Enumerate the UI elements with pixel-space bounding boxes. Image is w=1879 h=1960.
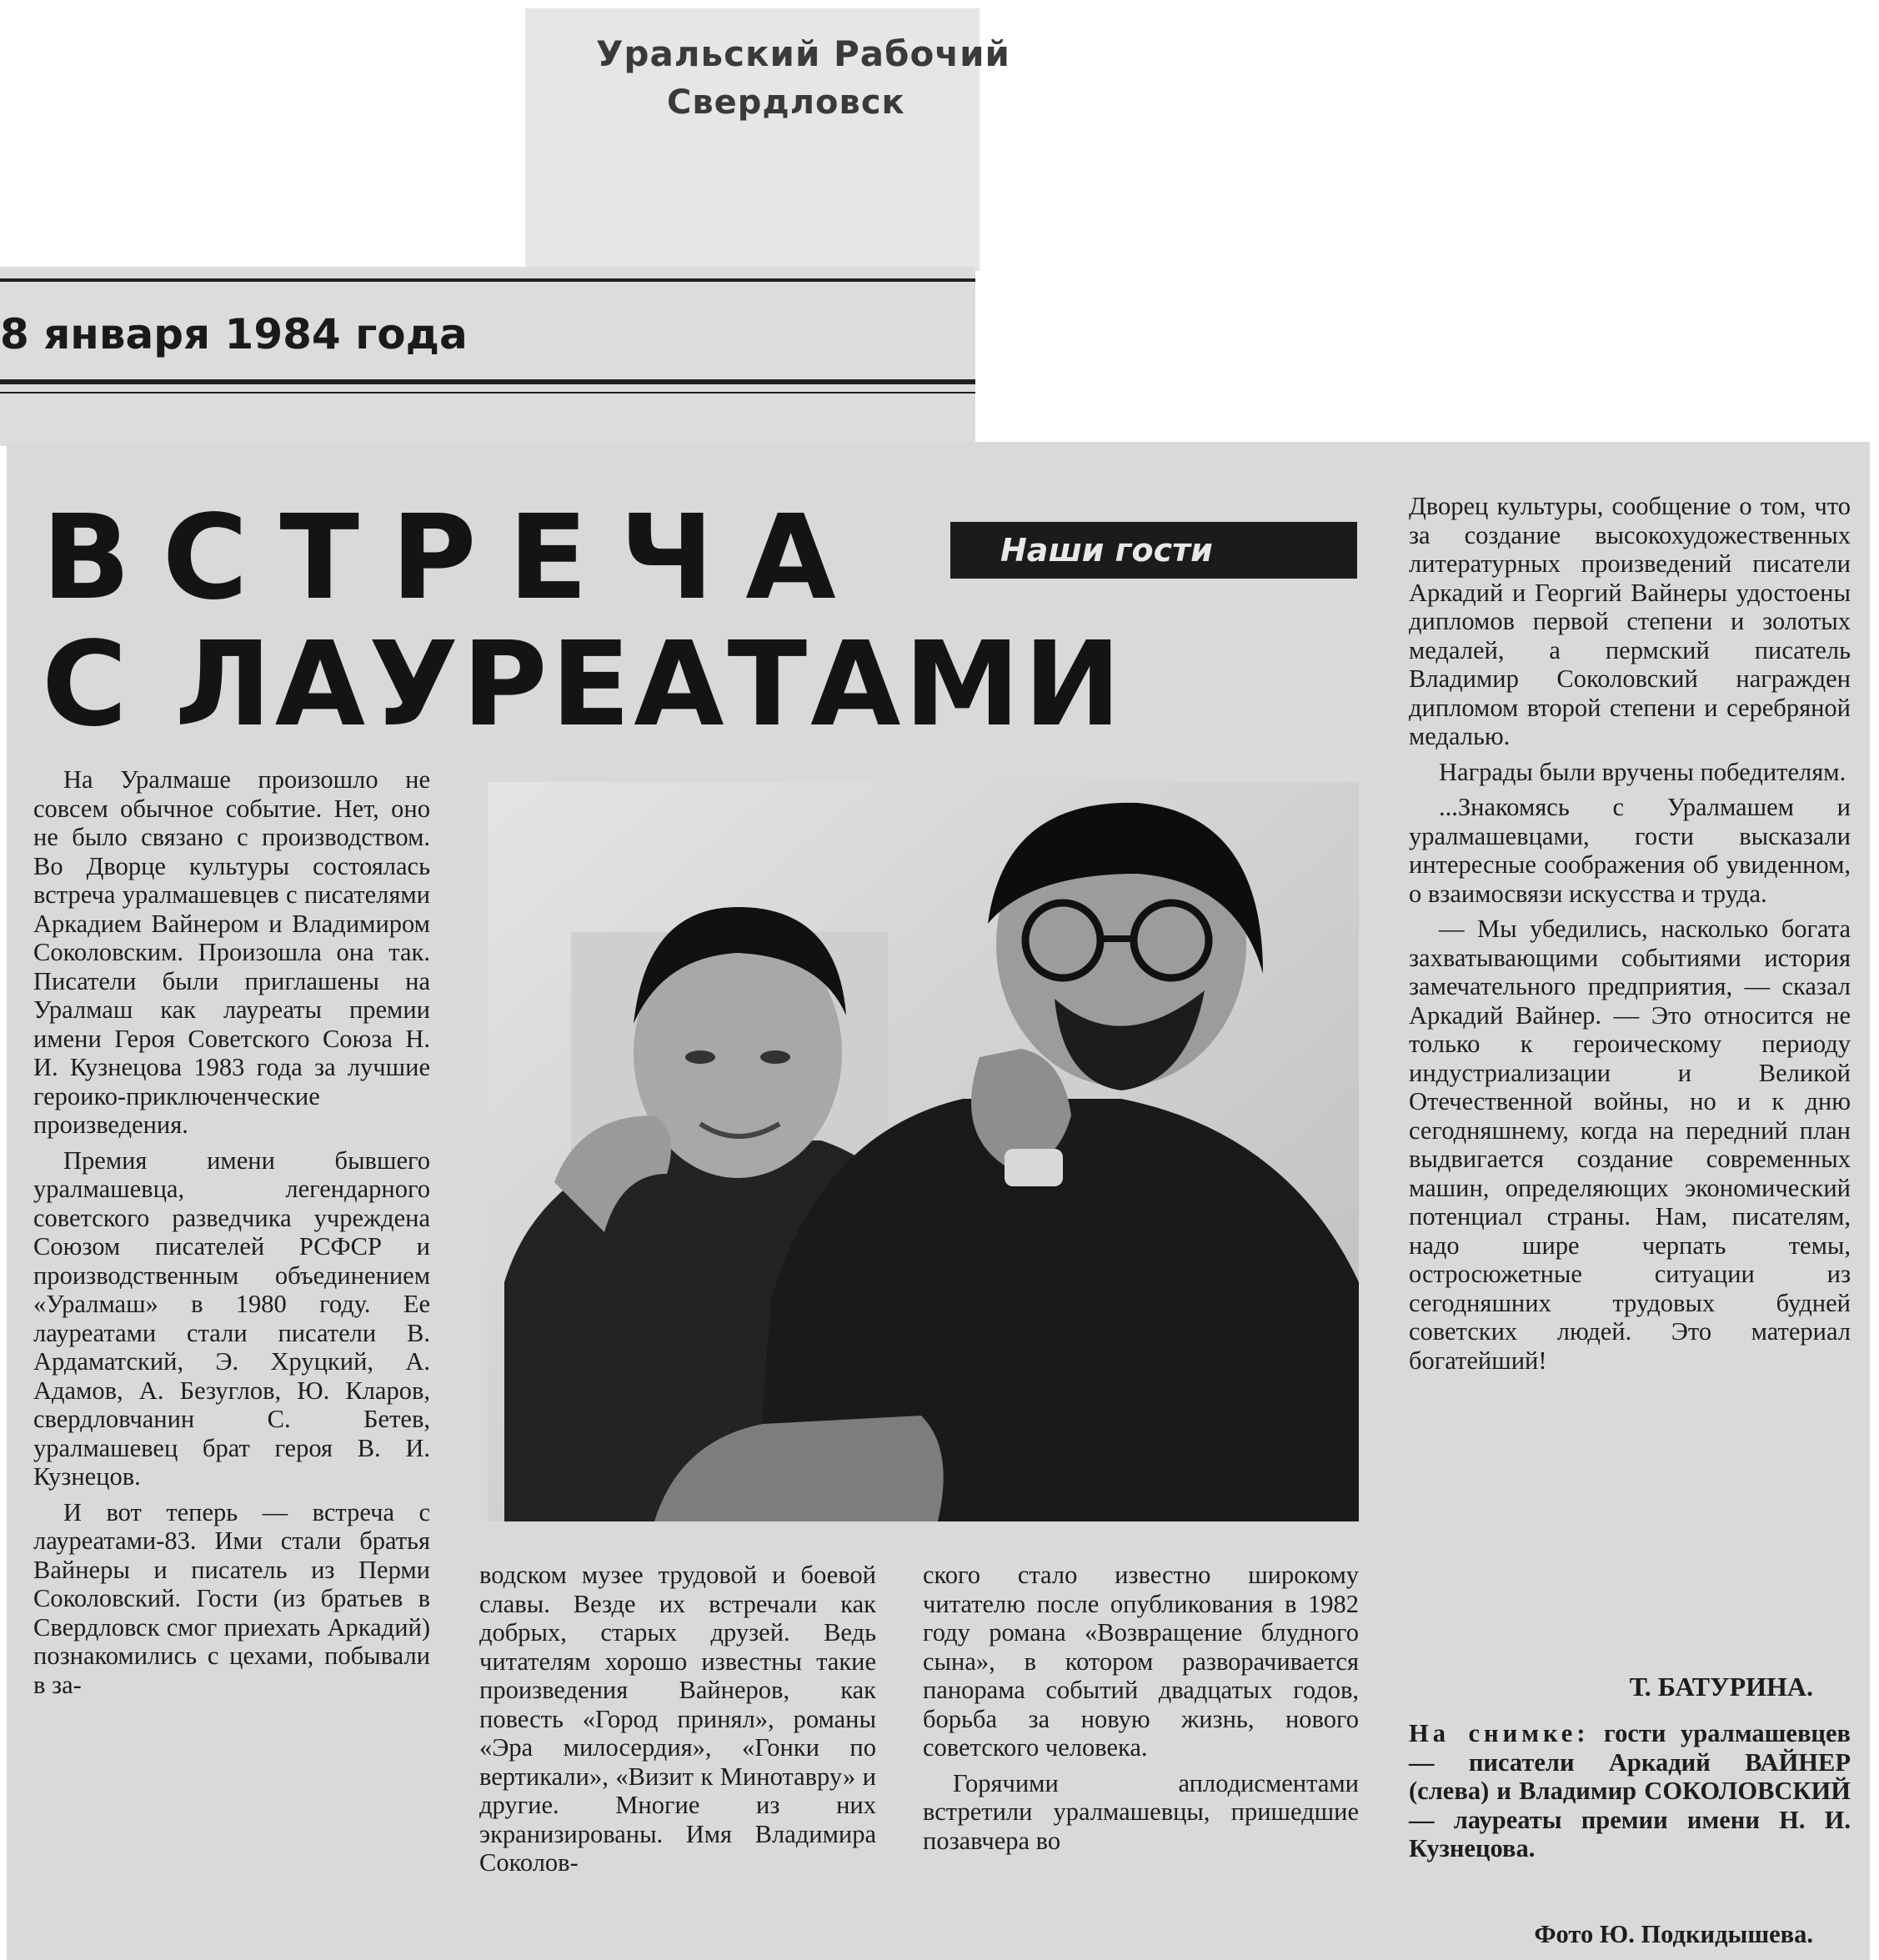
paragraph: И вот теперь — встреча с лауреатами-83. Ими стали братья Вайнеры и писатель из Перми Соколовский. Гости (из братьев в Свердловск смог приехать Аркадий) познакомились с цехами, побывали в за-	[33, 1497, 430, 1699]
article-column-right	[1409, 492, 1851, 1701]
author-signature: Т. БАТУРИНА.	[1629, 1672, 1813, 1702]
caption-label: На снимке:	[1409, 1719, 1590, 1747]
paragraph: Дворец культуры, сообщение о том, что за создание высокохудожественных литературных произведений писатели Аркадий и Георгий Вайнеры удостоены дипломов первой степени и золотых медалей, а пермский писатель Владимир Соколовский награжден дипломом второй степени и серебряной медалью.	[1409, 492, 1851, 750]
photo-credit: Фото Ю. Подкидышева.	[1534, 1920, 1813, 1948]
paragraph: Горячими аплодисментами встретили уралмашевцы, пришедшие позавчера во	[923, 1768, 1359, 1855]
photo-two-writers	[488, 782, 1359, 1521]
paragraph: водском музее трудовой и боевой славы. Везде их встречали как добрых, старых друзей. Ведь читателям хорошо известны такие произведения Вайнеров, как повесть «Город принял», романы «Эра милосердия», «Гонки по вертикали», «Визит к Минотавру» и другие. Многие из них экранизированы. Имя Владимира Соколов-	[479, 1561, 876, 1877]
rubric-label: Наши гости	[950, 522, 1357, 579]
article-column-left	[33, 765, 430, 1957]
newspaper-stamp-city: Свердловск	[667, 83, 905, 122]
paragraph: Награды были вручены победителям.	[1439, 757, 1846, 786]
date-rule-thin	[0, 392, 975, 394]
photo-caption	[1409, 1719, 1851, 1863]
paragraph: — Мы убедились, насколько богата захватывающими событиями история замечательного предприятия, — сказал Аркадий Вайнер. — Это относится не только к героическому периоду индустриализации и Великой Отечественной войны, но и к дню сегодняшнему, когда на передний план выдвигается создание современных машин, определяющих экономический потенциал страны. Нам, писателям, надо шире черпать темы, остросюжетные ситуации из сегодняшних трудовых будней советских людей. Это материал богатейший!	[1409, 915, 1851, 1375]
newspaper-stamp-title: Уральский Рабочий	[596, 33, 1010, 74]
issue-date: 8 января 1984 года	[0, 310, 468, 358]
paragraph: ...Знакомясь с Уралмашем и уралмашевцами, гости высказали интересные соображения об увиденном, о взаимосвязи искусства и труда.	[1409, 793, 1851, 908]
paragraph: На Уралмаше произошло не совсем обычное событие. Нет, оно не было связано с производством. Во Дворце культуры состоялась встреча уралмашевцев с писателями Аркадием Вайнером и Владимиром Соколовским. Произошла она так. Писатели были приглашены на Уралмаш как лауреаты премии имени Героя Советского Союза Н. И. Кузнецова 1983 года за лучшие героико-приключенческие произведения.	[33, 765, 430, 1139]
paragraph: ского стало известно широкому читателю после опубликования в 1982 году романа «Возвращение блудного сына», в котором разворачивается панорама событий двадцатых годов, борьба за новую жизнь, нового советского человека.	[923, 1561, 1359, 1762]
date-rule-bottom	[0, 379, 975, 384]
article-column-middle-1	[479, 1561, 876, 1957]
date-rule-top	[0, 278, 975, 282]
caption-text: гости уралмашевцев — писатели Аркадий ВАЙНЕР (слева) и Владимир СОКОЛОВСКИЙ — лауреаты премии имени Н. И. Кузнецова.	[1409, 1719, 1851, 1862]
headline-line-2: С ЛАУРЕАТАМИ	[42, 617, 1125, 753]
paragraph: Премия имени бывшего уралмашевца, легендарного советского разведчика учреждена Союзом писателей РСФСР и производственным объединением «Уралмаш» в 1980 году. Ее лауреатами стали писатели В. Ардаматский, Э. Хруцкий, А. Адамов, А. Безуглов, Ю. Кларов, свердловчанин С. Бетев, уралмашевец брат героя В. И. Кузнецов.	[33, 1145, 430, 1491]
article-column-middle-2	[923, 1561, 1359, 1957]
headline-line-1: ВСТРЕЧА	[42, 490, 868, 626]
